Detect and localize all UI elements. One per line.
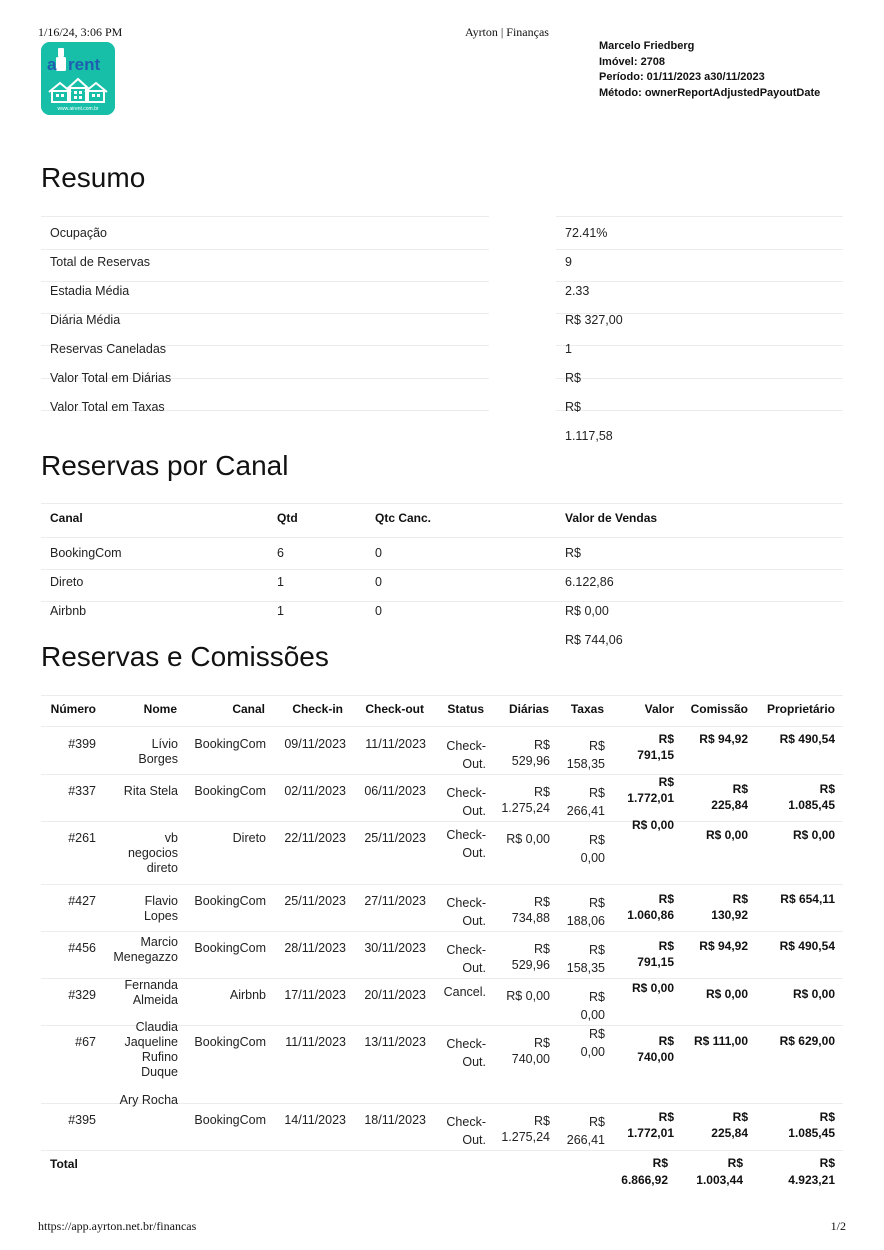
comissoes-header: Valor: [644, 702, 674, 716]
reserva-comissao-line: 130,92: [711, 908, 748, 922]
reserva-diarias: [512, 1035, 550, 1067]
comissoes-header: Status: [447, 702, 484, 716]
comissoes-header: Taxas: [570, 702, 604, 716]
reserva-nome: [124, 1020, 178, 1080]
reserva-diarias-line: 529,96: [511, 958, 550, 972]
reserva-comissao-line: R$ 94,92: [699, 939, 748, 953]
reserva-comissao-line: R$: [732, 782, 748, 796]
canal-cell: Airbnb: [50, 604, 87, 618]
canal-header: Qtc Canc.: [375, 511, 432, 525]
reserva-status-line: Check-: [446, 786, 486, 800]
reserva-status: [446, 894, 486, 930]
reserva-status-line: Check-: [446, 896, 486, 910]
canal-cell: 0: [375, 604, 382, 618]
row-divider: [41, 695, 843, 696]
reserva-valor-line: R$: [658, 939, 674, 953]
reserva-status-line: Check-: [446, 739, 486, 753]
reserva-diarias-line: R$: [534, 895, 550, 909]
reserva-taxas-line: R$: [589, 1115, 605, 1129]
total-valor-line: R$: [652, 1156, 668, 1170]
reserva-comissao: [706, 827, 748, 843]
owner-metodo: Método: ownerReportAdjustedPayoutDate: [599, 86, 821, 99]
reserva-numero: #399: [68, 737, 96, 751]
reserva-diarias-line: R$ 0,00: [506, 832, 550, 846]
reserva-proprietario-line: R$ 490,54: [779, 939, 835, 953]
reserva-taxas-line: R$: [589, 990, 605, 1004]
total-valor-line: 6.866,92: [621, 1173, 668, 1187]
resumo-value: 72.41%: [565, 226, 608, 240]
reserva-status-line: Check-: [446, 943, 486, 957]
reserva-nome-line: Jaqueline: [124, 1035, 178, 1049]
reserva-nome-line: Rita Stela: [123, 784, 178, 798]
reserva-status-line: Out.: [462, 757, 486, 771]
reserva-taxas-line: 0,00: [580, 851, 605, 865]
reserva-taxas-line: R$: [589, 739, 605, 753]
row-divider: [41, 726, 843, 727]
reserva-valor: [632, 980, 674, 996]
reserva-nome-line: Lopes: [143, 909, 178, 923]
reserva-proprietario-line: R$ 0,00: [792, 987, 835, 1001]
row-divider: [556, 216, 843, 217]
reserva-taxas-line: R$: [589, 1027, 605, 1041]
reserva-taxas-line: 266,41: [566, 804, 605, 818]
total-proprietario-line: 4.923,21: [788, 1173, 835, 1187]
reserva-canal: BookingCom: [194, 784, 266, 798]
reserva-valor-line: R$: [658, 732, 674, 746]
reserva-proprietario: [780, 1033, 835, 1049]
reserva-status-line: Out.: [462, 1055, 486, 1069]
comissoes-header: Diárias: [508, 702, 549, 716]
reserva-proprietario-line: 1.085,45: [788, 1126, 835, 1140]
logo-site: www.airent.com.br: [57, 106, 99, 112]
canal-cell: R$ 0,00: [565, 604, 609, 618]
reserva-status-line: Check-: [446, 1115, 486, 1129]
reserva-comissao-line: R$ 0,00: [705, 987, 748, 1001]
reserva-diarias-line: R$ 0,00: [506, 989, 550, 1003]
reserva-canal: BookingCom: [194, 737, 266, 751]
resumo-label: Total de Reservas: [50, 255, 151, 269]
reserva-comissao: [699, 731, 748, 747]
reserva-diarias-line: 529,96: [511, 754, 550, 768]
reserva-diarias-line: R$: [534, 1114, 550, 1128]
reserva-proprietario-line: R$: [819, 1110, 835, 1124]
reserva-taxas-line: 158,35: [566, 961, 605, 975]
reserva-valor-line: 1.060,86: [627, 908, 674, 922]
reserva-proprietario-line: R$ 629,00: [779, 1034, 835, 1048]
reserva-diarias-line: R$: [534, 1036, 550, 1050]
reserva-status: [446, 1035, 486, 1071]
total-label: Total: [50, 1157, 78, 1171]
reserva-nome-line: Ary Rocha: [119, 1093, 178, 1107]
reserva-checkin: 11/11/2023: [285, 1035, 346, 1049]
reserva-taxas: [567, 1113, 605, 1149]
reserva-proprietario-line: R$ 654,11: [780, 892, 835, 906]
reserva-taxas-line: R$: [589, 786, 605, 800]
reserva-valor: [627, 1109, 674, 1141]
reserva-nome: [124, 978, 178, 1008]
reserva-proprietario: [780, 731, 835, 747]
resumo-label: Valor Total em Taxas: [50, 400, 165, 414]
reserva-valor-line: 791,15: [637, 955, 674, 969]
reserva-nome-line: vb: [164, 831, 178, 845]
canal-cell: 0: [375, 575, 382, 589]
reserva-taxas: [581, 988, 605, 1024]
reserva-diarias-line: 1.275,24: [501, 801, 550, 815]
reserva-taxas: [581, 831, 605, 867]
row-divider: [41, 503, 843, 504]
reserva-checkin: 28/11/2023: [284, 941, 346, 955]
comissoes-title: Reservas e Comissões: [41, 641, 329, 672]
row-divider: [41, 601, 843, 602]
reserva-nome: [113, 935, 178, 965]
reserva-status-line: Out.: [462, 804, 486, 818]
svg-text:rent: rent: [68, 55, 101, 74]
total-comissao-line: R$: [727, 1156, 743, 1170]
reserva-status-line: Check-: [446, 828, 486, 842]
canal-cell: 1: [277, 575, 284, 589]
row-divider: [556, 410, 843, 411]
reserva-checkin: 17/11/2023: [284, 988, 346, 1002]
resumo-label: Ocupação: [50, 226, 107, 240]
reserva-status-line: Out.: [462, 1133, 486, 1147]
print-page-title: Ayrton | Finanças: [465, 25, 549, 39]
resumo-value: R$ 327,00: [565, 313, 623, 327]
reserva-numero: #337: [68, 784, 96, 798]
resumo-value: 2.33: [565, 284, 590, 298]
reserva-nome-line: Fernanda: [124, 978, 178, 992]
comissoes-header: Proprietário: [766, 702, 835, 716]
row-divider: [41, 249, 489, 250]
reserva-valor-line: 740,00: [637, 1050, 674, 1064]
total-proprietario: [788, 1155, 835, 1189]
reserva-numero: #329: [68, 988, 96, 1002]
reserva-taxas: [567, 894, 605, 930]
comissoes-header: Check-out: [365, 702, 424, 716]
resumo-value: R$: [565, 371, 581, 385]
print-page-number: 1/2: [830, 1219, 846, 1233]
reserva-comissao-line: R$ 111,00: [693, 1034, 748, 1048]
reserva-valor-line: R$: [658, 1110, 674, 1124]
row-divider: [556, 345, 843, 346]
reserva-taxas-line: R$: [589, 896, 605, 910]
reserva-nome-line: Rufino: [141, 1050, 178, 1064]
resumo-label: Estadia Média: [50, 284, 130, 298]
svg-text:a: a: [47, 55, 57, 74]
reserva-comissao: [699, 938, 748, 954]
total-proprietario-line: R$: [819, 1156, 835, 1170]
reserva-taxas-line: R$: [589, 943, 605, 957]
reserva-canal: BookingCom: [194, 1035, 266, 1049]
resumo-value: 9: [565, 255, 572, 269]
reserva-checkout: 25/11/2023: [364, 831, 426, 845]
reserva-numero: #395: [68, 1113, 96, 1127]
row-divider: [556, 378, 843, 379]
reserva-numero: #427: [68, 894, 96, 908]
reserva-proprietario: [780, 938, 835, 954]
reserva-diarias-line: 740,00: [511, 1052, 550, 1066]
reserva-checkout: 20/11/2023: [364, 988, 426, 1002]
reserva-canal: Direto: [232, 831, 266, 845]
reserva-valor-line: R$: [658, 1034, 674, 1048]
reserva-nome-line: Flavio: [144, 894, 178, 908]
reserva-comissao-line: 225,84: [711, 1126, 748, 1140]
reserva-checkin: 02/11/2023: [284, 784, 346, 798]
reserva-taxas: [581, 1025, 605, 1061]
reserva-canal: BookingCom: [194, 894, 266, 908]
reserva-nome-line: Lívio: [151, 737, 178, 751]
reserva-checkout: 06/11/2023: [364, 784, 426, 798]
row-divider: [41, 931, 843, 932]
reserva-canal: BookingCom: [194, 1113, 266, 1127]
reserva-proprietario: [788, 1109, 835, 1141]
reserva-diarias-line: R$: [534, 738, 550, 752]
reserva-diarias-line: 1.275,24: [501, 1130, 550, 1144]
reserva-diarias: [512, 894, 550, 926]
reserva-diarias: [512, 941, 550, 973]
reserva-taxas-line: 0,00: [580, 1045, 605, 1059]
reserva-comissao-line: R$ 0,00: [705, 828, 748, 842]
reserva-taxas-line: 188,06: [566, 914, 605, 928]
resumo-value: R$: [565, 400, 581, 414]
reserva-nome-line: Claudia: [135, 1020, 178, 1034]
reserva-taxas: [567, 941, 605, 977]
owner-periodo: Período: 01/11/2023 a30/11/2023: [599, 71, 765, 84]
reserva-proprietario: [780, 891, 835, 907]
reserva-nome: [120, 1093, 178, 1108]
resumo-label: Valor Total em Diárias: [50, 371, 172, 385]
reserva-nome: [124, 784, 178, 799]
owner-imovel: Imóvel: 2708: [599, 55, 666, 68]
canal-cell: 6: [277, 546, 284, 560]
reserva-diarias: [501, 784, 550, 816]
canal-cell: 0: [375, 546, 382, 560]
canal-header: Valor de Vendas: [565, 511, 658, 525]
comissoes-header: Número: [50, 702, 96, 716]
reserva-taxas: [567, 784, 605, 820]
total-valor: [621, 1155, 668, 1189]
reserva-checkin: 22/11/2023: [284, 831, 346, 845]
reserva-checkout: 27/11/2023: [364, 894, 426, 908]
canal-cell: 1: [277, 604, 284, 618]
reserva-numero: #67: [75, 1035, 96, 1049]
reserva-valor-line: 791,15: [637, 748, 674, 762]
reserva-numero: #261: [68, 831, 96, 845]
reserva-diarias: [506, 831, 550, 847]
reserva-diarias-line: R$: [534, 785, 550, 799]
reserva-proprietario-line: 1.085,45: [788, 798, 835, 812]
reserva-checkin: 25/11/2023: [284, 894, 346, 908]
owner-name: Marcelo Friedberg: [599, 40, 695, 52]
reserva-nome-line: direto: [146, 861, 178, 875]
reserva-taxas-line: 0,00: [580, 1008, 605, 1022]
reserva-comissao: [711, 781, 748, 813]
canal-cell: BookingCom: [50, 546, 122, 560]
reserva-status: [446, 826, 486, 862]
reserva-nome-line: Duque: [141, 1065, 178, 1079]
row-divider: [41, 281, 489, 282]
row-divider: [556, 249, 843, 250]
canal-cell: Direto: [50, 575, 84, 589]
reserva-status-line: Cancel.: [443, 985, 486, 999]
reserva-checkout: 11/11/2023: [365, 737, 426, 751]
reserva-valor: [637, 731, 674, 763]
canal-header: Qtd: [277, 511, 298, 525]
reserva-checkin: 14/11/2023: [284, 1113, 346, 1127]
reserva-canal: Airbnb: [229, 988, 266, 1002]
resumo-label: Diária Média: [50, 313, 121, 327]
reserva-valor: [627, 774, 674, 806]
reserva-proprietario-line: R$ 490,54: [779, 732, 835, 746]
reserva-diarias-line: R$: [534, 942, 550, 956]
reserva-status-line: Out.: [462, 961, 486, 975]
reserva-taxas: [567, 737, 605, 773]
reserva-nome: [128, 831, 178, 876]
row-divider: [41, 537, 843, 538]
canal-title: Reservas por Canal: [41, 450, 289, 481]
row-divider: [41, 216, 489, 217]
row-divider: [41, 1150, 843, 1151]
reserva-valor-line: R$ 0,00: [631, 818, 674, 832]
reserva-proprietario-line: R$ 0,00: [792, 828, 835, 842]
row-divider: [556, 281, 843, 282]
reserva-comissao-line: 225,84: [711, 798, 748, 812]
comissoes-header: Check-in: [292, 702, 343, 716]
reserva-status: [446, 784, 486, 820]
reserva-taxas-line: R$: [589, 833, 605, 847]
reserva-status: [446, 941, 486, 977]
reserva-valor: [632, 817, 674, 833]
reserva-taxas-line: 266,41: [566, 1133, 605, 1147]
reserva-proprietario-line: R$: [819, 782, 835, 796]
row-divider: [41, 821, 843, 822]
reserva-diarias: [501, 1113, 550, 1145]
reserva-status-line: Check-: [446, 1037, 486, 1051]
reserva-valor: [627, 891, 674, 923]
reserva-valor-line: R$: [658, 892, 674, 906]
reserva-nome-line: Borges: [138, 752, 178, 766]
reserva-checkout: 30/11/2023: [364, 941, 426, 955]
row-divider: [41, 569, 843, 570]
reserva-valor-line: 1.772,01: [627, 1126, 674, 1140]
reserva-comissao: [711, 891, 748, 923]
canal-overflow-value: R$ 744,06: [565, 633, 623, 647]
reserva-canal: BookingCom: [194, 941, 266, 955]
total-comissao: [696, 1155, 743, 1189]
reserva-taxas-line: 158,35: [566, 757, 605, 771]
resumo-overflow-value: 1.117,58: [565, 429, 613, 443]
reserva-nome-line: Menegazzo: [113, 950, 178, 964]
reserva-diarias: [512, 737, 550, 769]
reserva-status: [446, 737, 486, 773]
reserva-checkout: 18/11/2023: [364, 1113, 426, 1127]
reserva-checkin: 09/11/2023: [284, 737, 346, 751]
reserva-nome: [138, 737, 178, 767]
reserva-valor: [637, 938, 674, 970]
reserva-valor-line: R$: [658, 775, 674, 789]
reserva-status: [446, 1113, 486, 1149]
reserva-proprietario: [788, 781, 835, 813]
reserva-nome-line: negocios: [127, 846, 178, 860]
reserva-checkout: 13/11/2023: [364, 1035, 426, 1049]
reserva-status-line: Out.: [462, 914, 486, 928]
canal-header: Canal: [50, 511, 83, 525]
resumo-value: 1: [565, 342, 572, 356]
row-divider: [41, 884, 843, 885]
row-divider: [41, 774, 843, 775]
reserva-comissao: [694, 1033, 748, 1049]
reserva-status-line: Out.: [462, 846, 486, 860]
owner-info: [599, 39, 820, 101]
reserva-comissao-line: R$: [732, 1110, 748, 1124]
comissoes-header: Canal: [232, 702, 265, 716]
resumo-label: Reservas Caneladas: [50, 342, 167, 356]
reserva-comissao: [706, 986, 748, 1002]
reserva-proprietario: [793, 986, 835, 1002]
resumo-title: Resumo: [41, 162, 146, 193]
airent-logo: [41, 42, 115, 115]
reserva-diarias-line: 734,88: [511, 911, 550, 925]
canal-cell: 6.122,86: [565, 575, 614, 589]
reserva-numero: #456: [68, 941, 96, 955]
reserva-proprietario: [793, 827, 835, 843]
reserva-valor-line: 1.772,01: [627, 791, 674, 805]
comissoes-header: Nome: [143, 702, 177, 716]
reserva-nome-line: Almeida: [132, 993, 178, 1007]
reserva-comissao-line: R$: [732, 892, 748, 906]
reserva-valor: [637, 1033, 674, 1065]
canal-cell: R$: [565, 546, 581, 560]
comissoes-header: Comissão: [690, 702, 748, 716]
print-datetime: 1/16/24, 3:06 PM: [38, 25, 123, 39]
reserva-valor-line: R$ 0,00: [631, 981, 674, 995]
reserva-status: [444, 983, 486, 1001]
reserva-comissao-line: R$ 94,92: [699, 732, 748, 746]
reserva-diarias: [506, 988, 550, 1004]
reserva-nome-line: Marcio: [140, 935, 178, 949]
total-comissao-line: 1.003,44: [696, 1173, 743, 1187]
reserva-nome: [144, 894, 178, 924]
reserva-comissao: [711, 1109, 748, 1141]
print-url: https://app.ayrton.net.br/financas: [38, 1219, 197, 1233]
